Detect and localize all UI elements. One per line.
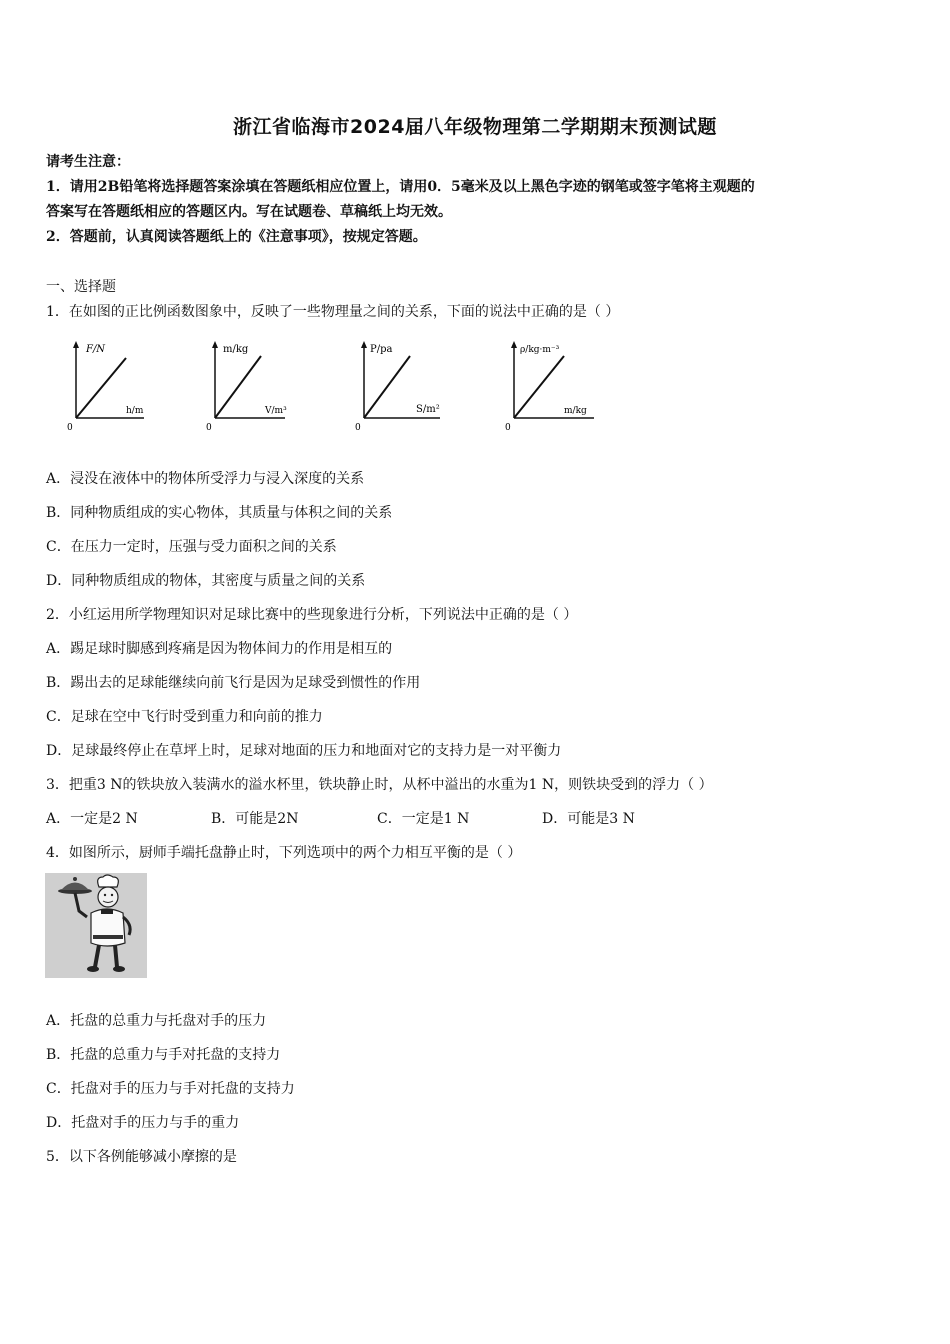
question-1-option-c: C．在压力一定时，压强与受力面积之间的关系 (46, 539, 337, 555)
question-4-option-b: B．托盘的总重力与手对托盘的支持力 (46, 1047, 281, 1063)
graph-mass-volume (203, 338, 303, 433)
graph-pressure-area (352, 338, 452, 433)
question-2-option-c: C．足球在空中飞行时受到重力和向前的推力 (46, 709, 323, 725)
section-heading: 一、选择题 (46, 279, 116, 295)
graph-4-ylabel: ρ/kg·m⁻³ (520, 345, 560, 355)
question-3-option-a: A．一定是2 N (46, 811, 138, 827)
question-2-option-d: D．足球最终停止在草坪上时，足球对地面的压力和地面对它的支持力是一对平衡力 (46, 743, 562, 759)
graph-3-ylabel: P/pa (370, 344, 393, 355)
exam-title: 浙江省临海市2024届八年级物理第二学期期末预测试题 (233, 116, 717, 138)
question-1-stem: 1．在如图的正比例函数图象中，反映了一些物理量之间的关系，下面的说法中正确的是（ ） (46, 304, 620, 320)
graph-3-origin: 0 (355, 423, 361, 433)
notice-heading: 请考生注意： (46, 154, 130, 170)
question-4-option-c: C．托盘对手的压力与手对托盘的支持力 (46, 1081, 295, 1097)
question-3-option-d: D．可能是3 N (542, 811, 635, 827)
graph-1-origin: 0 (67, 423, 73, 433)
question-1-option-d: D．同种物质组成的物体，其密度与质量之间的关系 (46, 573, 366, 589)
graph-2-xlabel: V/m³ (265, 406, 287, 416)
graph-4-origin: 0 (505, 423, 511, 433)
question-5-stem: 5．以下各例能够减小摩擦的是 (46, 1149, 237, 1165)
graph-force-depth (64, 338, 164, 433)
graph-3-xlabel: S/m² (416, 404, 440, 415)
graph-1-ylabel: F/N (86, 344, 106, 355)
question-4-option-a: A．托盘的总重力与托盘对手的压力 (46, 1013, 267, 1029)
graph-2-origin: 0 (206, 423, 212, 433)
graph-4-xlabel: m/kg (564, 406, 587, 416)
graph-1-xlabel: h/m (126, 406, 144, 416)
question-1-option-b: B．同种物质组成的实心物体，其质量与体积之间的关系 (46, 505, 393, 521)
graph-density-mass (502, 338, 607, 433)
notice-item-1-line-2: 答案写在答题纸相应的答题区内。写在试题卷、草稿纸上均无效。 (46, 204, 452, 220)
question-2-option-a: A．踢足球时脚感到疼痛是因为物体间力的作用是相互的 (46, 641, 393, 657)
question-3-option-b: B．可能是2N (211, 811, 299, 827)
question-2-option-b: B．踢出去的足球能继续向前飞行是因为足球受到惯性的作用 (46, 675, 421, 691)
question-3-stem: 3．把重3 N的铁块放入装满水的溢水杯里，铁块静止时，从杯中溢出的水重为1 N，则铁块受到的浮力（ ） (46, 777, 713, 793)
notice-item-1-line-1: 1．请用2B铅笔将选择题答案涂填在答题纸相应位置上，请用0．5毫米及以上黑色字迹的钢笔或签字笔将主观题的 (46, 179, 755, 195)
question-4-stem: 4．如图所示，厨师手端托盘静止时，下列选项中的两个力相互平衡的是（ ） (46, 845, 522, 861)
question-2-stem: 2．小红运用所学物理知识对足球比赛中的些现象进行分析，下列说法中正确的是（ ） (46, 607, 578, 623)
notice-item-2: 2．答题前，认真阅读答题纸上的《注意事项》，按规定答题。 (46, 229, 427, 245)
question-4-option-d: D．托盘对手的压力与手的重力 (46, 1115, 240, 1131)
question-3-options (46, 808, 746, 828)
graph-2-ylabel: m/kg (223, 344, 249, 355)
question-1-option-a: A．浸没在液体中的物体所受浮力与浸入深度的关系 (46, 471, 365, 487)
question-3-option-c: C．一定是1 N (377, 811, 470, 827)
chef-holding-tray-illustration (45, 873, 147, 978)
